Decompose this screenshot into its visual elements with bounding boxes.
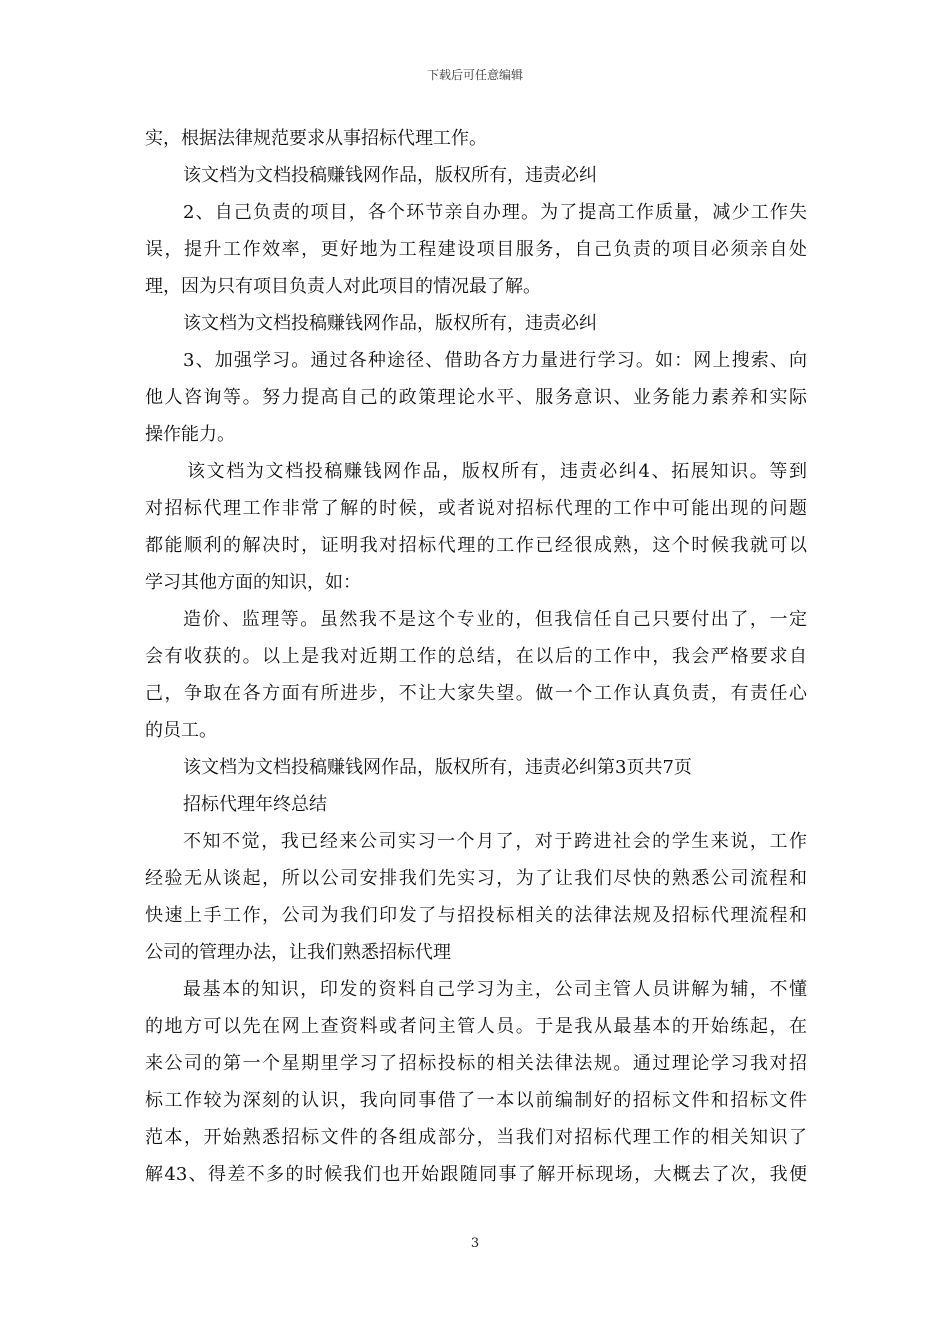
- text-line: 解43、得差不多的时候我们也开始跟随同事了解开标现场，大概去了次，我便: [145, 1164, 807, 1185]
- text-line: 学习其他方面的知识，如：: [145, 572, 361, 593]
- text-line: 快速上手工作，公司为我们印发了与招投标相关的法律法规及招标代理流程和: [145, 905, 807, 926]
- text-line: 范本，开始熟悉招标文件的各组成部分，当我们对招标代理工作的相关知识了: [145, 1127, 807, 1148]
- text-line: 会有收获的。以上是我对近期工作的总结，在以后的工作中，我会严格要求自: [145, 646, 807, 667]
- text-line: 该文档为文档投稿赚钱网作品，版权所有，违责必纠: [183, 313, 597, 334]
- text-line: 来公司的第一个星期里学习了招标投标的相关法律法规。通过理论学习我对招: [145, 1053, 807, 1074]
- text-line: 该文档为文档投稿赚钱网作品，版权所有，违责必纠: [183, 165, 597, 186]
- text-line: 造价、监理等。虽然我不是这个专业的，但我信任自己只要付出了，一定: [183, 609, 807, 630]
- document-body: [145, 120, 807, 1193]
- text-line: 的地方可以先在网上查资料或者问主管人员。于是我从最基本的开始练起，在: [145, 1016, 807, 1037]
- text-line: 都能顺利的解决时，证明我对招标代理的工作已经很成熟，这个时候我就可以: [145, 535, 807, 556]
- page-number: 3: [470, 1236, 480, 1251]
- section-title: 招标代理年终总结: [183, 794, 327, 815]
- text-line: 3、加强学习。通过各种途径、借助各方力量进行学习。如：网上搜索、向: [183, 350, 807, 371]
- text-line: 实，根据法律规范要求从事招标代理工作。: [145, 128, 487, 149]
- text-line: 对招标代理工作非常了解的时候，或者说对招标代理的工作中可能出现的问题: [145, 498, 807, 519]
- text-line: 理，因为只有项目负责人对此项目的情况最了解。: [145, 276, 541, 297]
- text-line: 该文档为文档投稿赚钱网作品，版权所有，违责必纠第3页共7页: [183, 757, 692, 778]
- text-line: 2、自己负责的项目，各个环节亲自办理。为了提高工作质量，减少工作失: [183, 202, 807, 223]
- text-line: 公司的管理办法，让我们熟悉招标代理: [145, 942, 451, 963]
- text-line: 己，争取在各方面有所进步，不让大家失望。做一个工作认真负责，有责任心: [145, 683, 807, 704]
- text-line: 标工作较为深刻的认识，我向同事借了一本以前编制好的招标文件和招标文件: [145, 1090, 807, 1111]
- text-line: 该文档为文档投稿赚钱网作品，版权所有，违责必纠4、拓展知识。等到: [187, 461, 807, 482]
- text-line: 的员工。: [145, 720, 217, 741]
- text-line: 最基本的知识，印发的资料自己学习为主，公司主管人员讲解为辅，不懂: [183, 979, 807, 1000]
- text-line: 操作能力。: [145, 424, 235, 445]
- text-line: 误，提升工作效率，更好地为工程建设项目服务，自己负责的项目必须亲自处: [145, 239, 807, 260]
- text-line: 他人咨询等。努力提高自己的政策理论水平、服务意识、业务能力素养和实际: [145, 387, 807, 408]
- text-line: 经验无从谈起，所以公司安排我们先实习，为了让我们尽快的熟悉公司流程和: [145, 868, 807, 889]
- page-header: 下载后可任意编辑: [426, 68, 523, 82]
- text-line: 不知不觉，我已经来公司实习一个月了，对于跨进社会的学生来说，工作: [183, 831, 807, 852]
